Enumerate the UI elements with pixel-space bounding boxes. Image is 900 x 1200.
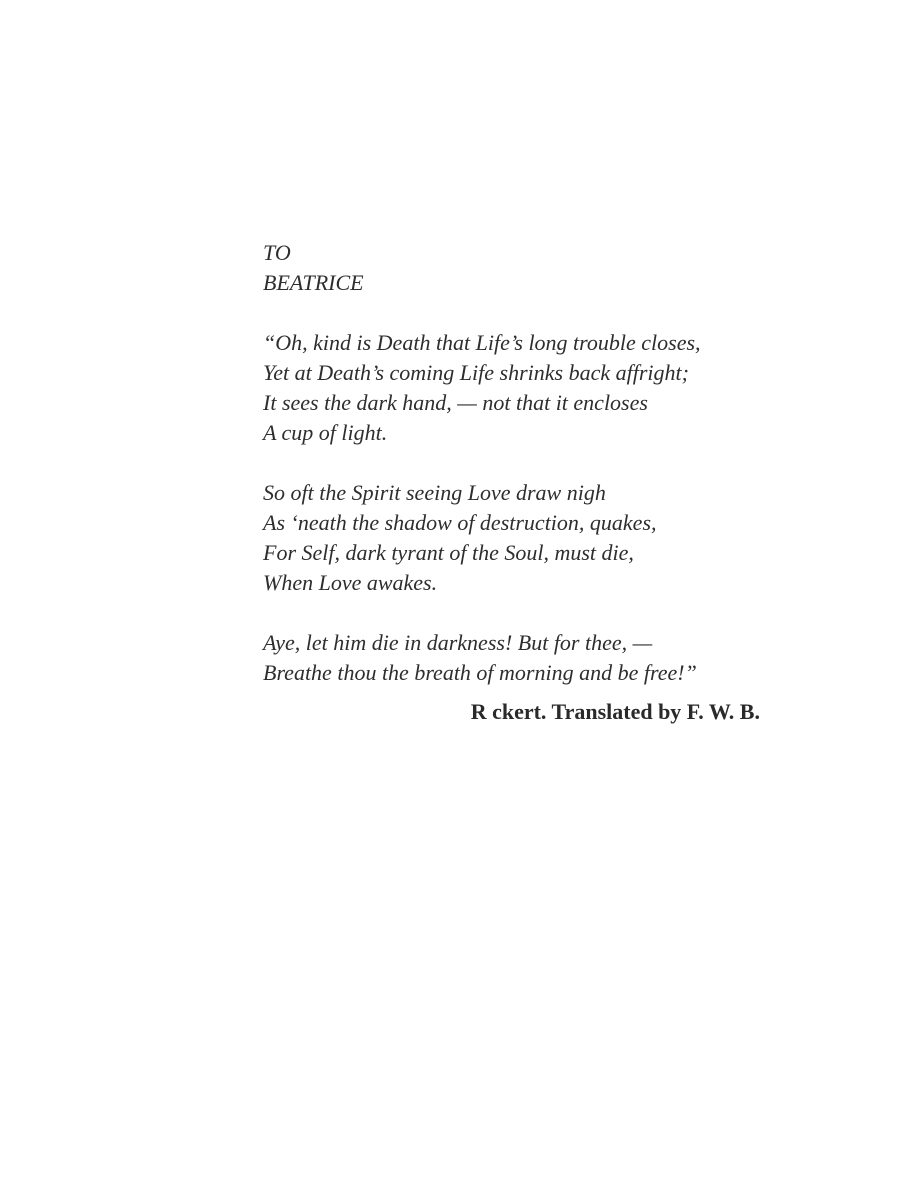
poem-line: It sees the dark hand, — not that it encloses (263, 390, 648, 415)
poem-line: For Self, dark tyrant of the Soul, must die, (263, 540, 634, 565)
stanza-gap (263, 448, 783, 478)
attribution: R ckert. Translated by F. W. B. (470, 699, 760, 724)
dedication-name: BEATRICE (263, 270, 364, 295)
dedication-to: TO (263, 240, 291, 265)
stanza-2 (263, 478, 783, 598)
poem-line: Yet at Death’s coming Life shrinks back affright; (263, 360, 689, 385)
poem-line: A cup of light. (263, 420, 388, 445)
poem (263, 238, 783, 688)
poem-line: Aye, let him die in darkness! But for thee, — (263, 630, 653, 655)
poem-line: “Oh, kind is Death that Life’s long trouble closes, (263, 330, 701, 355)
stanza-3 (263, 628, 783, 688)
stanza-gap (263, 298, 783, 328)
poem-line: So oft the Spirit seeing Love draw nigh (263, 480, 606, 505)
poem-line: As ‘neath the shadow of destruction, quakes, (263, 510, 657, 535)
poem-line: Breathe thou the breath of morning and be free!” (263, 660, 697, 685)
stanza-1 (263, 328, 783, 448)
poem-line: When Love awakes. (263, 570, 438, 595)
stanza-gap (263, 598, 783, 628)
